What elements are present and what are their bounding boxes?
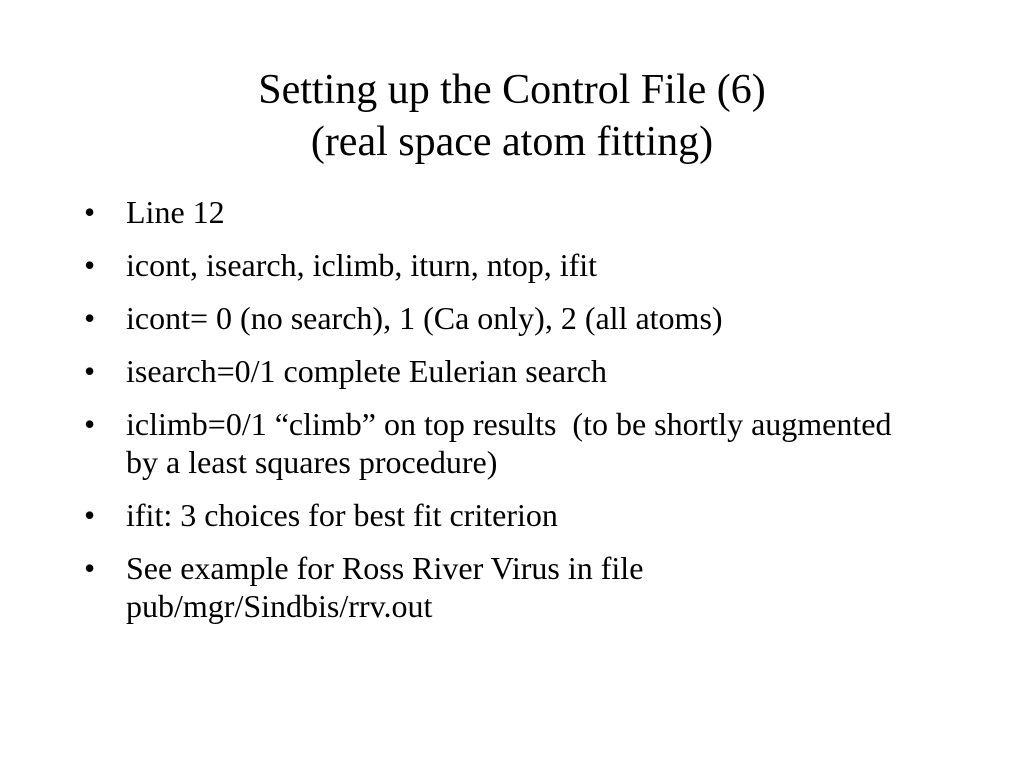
bullet-icon: • xyxy=(84,406,96,442)
slide-title-line-2: (real space atom fitting) xyxy=(310,119,714,165)
bullet-item xyxy=(84,549,914,625)
bullet-item xyxy=(84,299,914,337)
bullet-icon: • xyxy=(84,497,96,533)
bullet-list xyxy=(84,193,914,640)
bullet-text: icont, isearch, iclimb, iturn, ntop, ifit xyxy=(126,247,598,283)
bullet-item xyxy=(84,405,914,481)
bullet-icon: • xyxy=(84,194,96,230)
bullet-icon: • xyxy=(84,247,96,283)
bullet-text: Line 12 xyxy=(126,194,225,230)
bullet-text: icont= 0 (no search), 1 (Ca only), 2 (all atoms) xyxy=(126,300,723,336)
bullet-icon: • xyxy=(84,550,96,586)
slide-title-line-1: Setting up the Control File (6) xyxy=(258,67,766,113)
bullet-icon: • xyxy=(84,300,96,336)
bullet-icon: • xyxy=(84,353,96,389)
bullet-item xyxy=(84,193,914,231)
bullet-item xyxy=(84,352,914,390)
bullet-text: ifit: 3 choices for best fit criterion xyxy=(126,497,558,533)
slide-title xyxy=(0,64,1024,168)
bullet-item xyxy=(84,496,914,534)
bullet-item xyxy=(84,246,914,284)
bullet-text: iclimb=0/1 “climb” on top results (to be shortly augmented by a least squares procedure) xyxy=(126,406,900,480)
bullet-text: isearch=0/1 complete Eulerian search xyxy=(126,353,607,389)
bullet-text: See example for Ross River Virus in file pub/mgr/Sindbis/rrv.out xyxy=(126,550,644,624)
